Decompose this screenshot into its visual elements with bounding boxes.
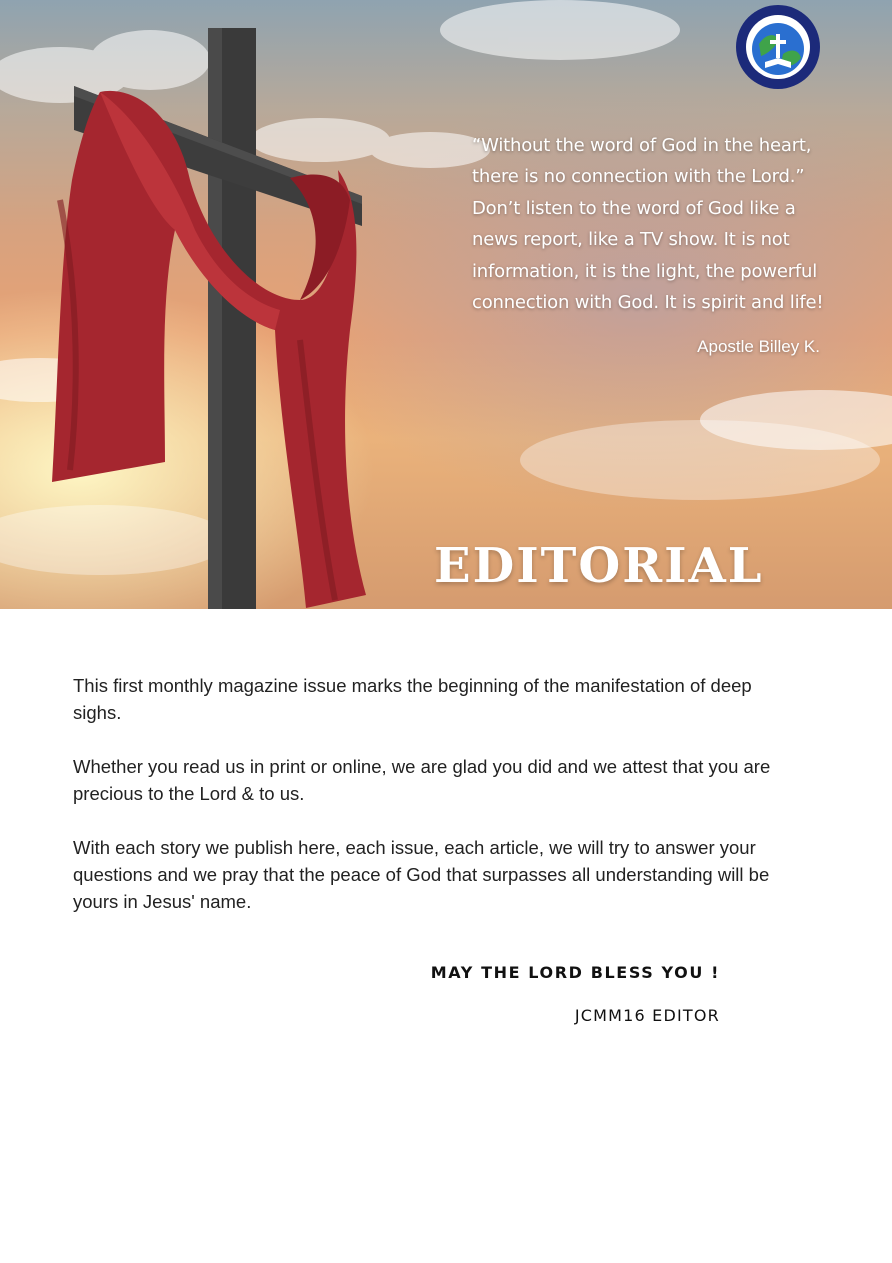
quote-line: “Without the word of God in the heart, xyxy=(472,135,812,156)
quote-line: Don’t listen to the word of God like a xyxy=(472,197,796,219)
quote-line: there is no connection with the Lord.” xyxy=(472,166,805,188)
quote-line: connection with God. It is spirit and life! xyxy=(472,292,824,314)
church-mission-seal-icon xyxy=(735,4,821,90)
page-title: EDITORIAL xyxy=(434,538,764,594)
editor-signature: JCMM16 EDITOR xyxy=(574,1006,720,1025)
quote-line: news report, like a TV show. It is not xyxy=(472,229,790,251)
closing-blessing: MAY THE LORD BLESS YOU ! xyxy=(430,963,720,982)
editorial-paragraph: With each story we publish here, each issue, each article, we will try to answer your questions and we pray that the peace of God that surpasses all understanding will be yours in Jesus' name. xyxy=(73,837,770,912)
hero-quote xyxy=(472,130,872,318)
quote-line: information, it is the light, the powerful xyxy=(472,260,818,282)
hero-banner xyxy=(0,0,892,609)
quote-author: Apostle Billey K. xyxy=(697,337,820,356)
editorial-paragraph: This first monthly magazine issue marks the beginning of the manifestation of deep sighs. xyxy=(73,675,752,723)
editorial-body xyxy=(73,672,803,942)
editorial-paragraph: Whether you read us in print or online, we are glad you did and we attest that you are precious to the Lord & to us. xyxy=(73,756,771,804)
